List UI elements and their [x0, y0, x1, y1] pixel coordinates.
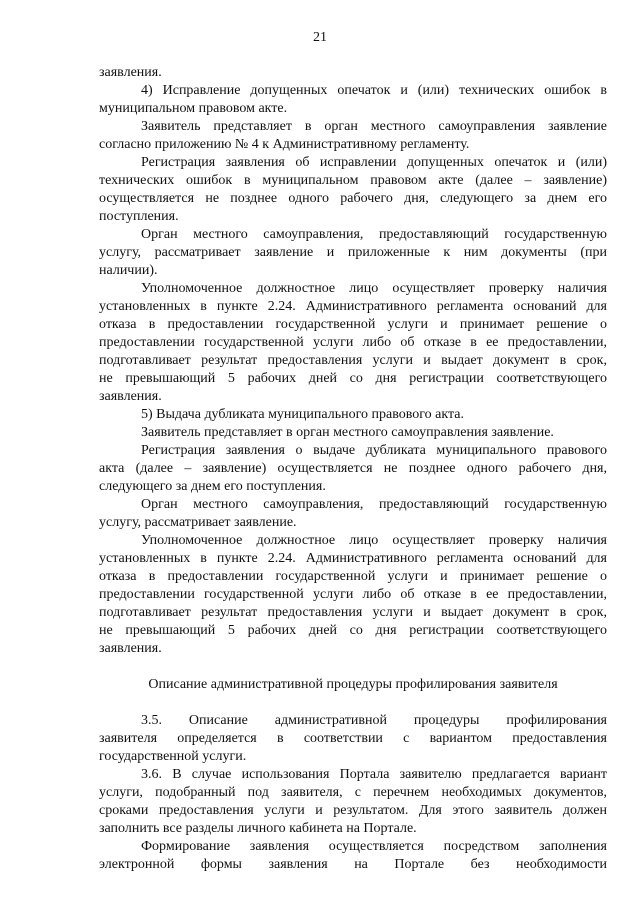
text-line: Уполномоченное должностное лицо осуществляет проверку наличия: [141, 281, 607, 296]
text-line: государственной услуги.: [99, 749, 247, 764]
section-heading: Описание административной процедуры профилирования заявителя: [148, 677, 558, 692]
text-line: услуги, подобранный под заявителя, с перечнем необходимых документов,: [99, 785, 607, 800]
text-line: следующего за днем его поступления.: [99, 479, 326, 494]
text-line: заполнить все разделы личного кабинета на Портале.: [99, 821, 417, 836]
text-line: предоставлении государственной услуги либо об отказе в ее предоставлении,: [99, 587, 607, 602]
text-line: акта (далее – заявление) осуществляется не позднее одного рабочего дня,: [99, 461, 607, 476]
text-line: заявления.: [99, 65, 162, 80]
text-line: Заявитель представляет в орган местного самоуправления заявление: [141, 119, 607, 134]
text-line: поступления.: [99, 209, 179, 224]
text-line: Регистрация заявления о выдаче дубликата муниципального правового: [141, 443, 607, 458]
text-line: отказа в предоставлении государственной услуги и принимает решение о: [99, 569, 607, 584]
text-line: технических ошибок в муниципальном правовом акте (далее – заявление): [99, 173, 607, 188]
text-line: электронной формы заявления на Портале без необходимости: [99, 857, 607, 872]
text-line: заявителя определяется в соответствии с вариантом предоставления: [99, 731, 607, 746]
text-line: подготавливает результат предоставления услуги и выдает документ в срок,: [99, 353, 607, 368]
text-line: установленных в пункте 2.24. Административного регламента оснований для: [99, 551, 607, 566]
text-line: Орган местного самоуправления, предоставляющий государственную: [141, 227, 607, 242]
text-line: 3.6. В случае использования Портала заявителю предлагается вариант: [141, 767, 607, 782]
text-line: Регистрация заявления об исправлении допущенных опечаток и (или): [141, 155, 607, 170]
text-line: не превышающий 5 рабочих дней со дня регистрации соответствующего: [99, 623, 607, 638]
text-line: заявления.: [99, 389, 162, 404]
text-line: заявления.: [99, 641, 162, 656]
text-line: услугу, рассматривает заявление и приложенные к ним документы (при: [99, 245, 607, 260]
text-line: не превышающий 5 рабочих дней со дня регистрации соответствующего: [99, 371, 607, 386]
text-line: Заявитель представляет в орган местного самоуправления заявление.: [141, 425, 554, 440]
text-line: осуществляется не позднее одного рабочего дня, следующего за днем его: [99, 191, 607, 206]
text-line: Орган местного самоуправления, предоставляющий государственную: [141, 497, 607, 512]
text-line: наличии).: [99, 263, 158, 278]
text-line: 3.5. Описание административной процедуры профилирования: [141, 713, 607, 728]
text-line: отказа в предоставлении государственной услуги и принимает решение о: [99, 317, 607, 332]
text-line: подготавливает результат предоставления услуги и выдает документ в срок,: [99, 605, 607, 620]
text-line: сроками предоставления услуги и результатом. Для этого заявитель должен: [99, 803, 607, 818]
text-line: муниципальном правовом акте.: [99, 101, 288, 116]
text-line: согласно приложению № 4 к Административному регламенту.: [99, 137, 470, 152]
text-line: Уполномоченное должностное лицо осуществляет проверку наличия: [141, 533, 607, 548]
text-line: установленных в пункте 2.24. Административного регламента оснований для: [99, 299, 607, 314]
text-line: Формирование заявления осуществляется посредством заполнения: [141, 839, 607, 854]
page-number: 21: [313, 30, 327, 45]
text-line: предоставлении государственной услуги либо об отказе в ее предоставлении,: [99, 335, 607, 350]
text-line: 5) Выдача дубликата муниципального правового акта.: [141, 407, 464, 422]
text-line: 4) Исправление допущенных опечаток и (или) технических ошибок в: [141, 83, 607, 98]
text-line: услугу, рассматривает заявление.: [99, 515, 297, 530]
